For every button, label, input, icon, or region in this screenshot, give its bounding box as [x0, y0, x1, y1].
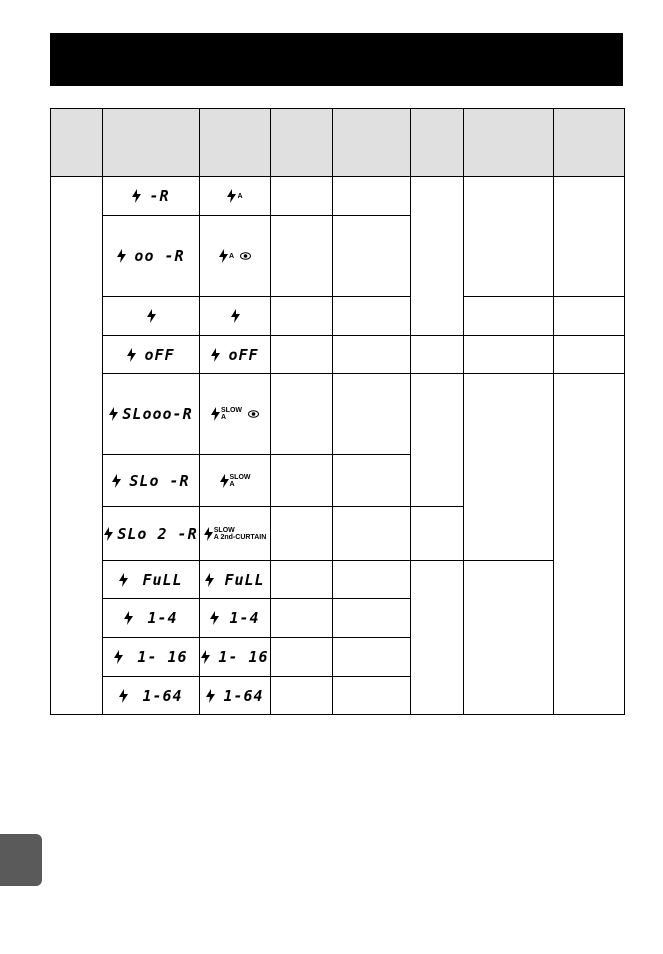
lcd-cell: [103, 677, 199, 714]
lcd-cell: [103, 638, 199, 676]
monitor-icon-cell: [200, 507, 270, 560]
row-divider: [410, 560, 463, 561]
flash-bolt-icon: [204, 527, 213, 541]
lcd-display-text: oo -R: [134, 247, 185, 265]
flash-bolt-icon: [206, 689, 215, 703]
flash-bolt-icon: [205, 573, 214, 587]
monitor-icon-cell: [200, 677, 270, 714]
flash-bolt-icon: [147, 309, 156, 323]
monitor-icon-cell: [200, 336, 270, 373]
monitor-display-text: oFF: [228, 345, 259, 364]
lcd-cell: [103, 561, 199, 598]
col-divider: [410, 109, 411, 714]
slow-sync-redeye-icon: SLOW A: [211, 407, 259, 421]
flash-mode-table: [50, 108, 625, 715]
monitor-icon-cell: [200, 177, 270, 215]
flash-bolt-icon: [109, 407, 118, 421]
col-divider: [463, 109, 464, 714]
lcd-display-text: SLo 2 -R: [117, 524, 198, 543]
flash-auto-redeye-icon: A: [219, 249, 251, 263]
flash-bolt-icon: [219, 249, 228, 263]
flash-auto-icon: A: [227, 189, 242, 203]
slow-sync-icon: SLOW A: [220, 474, 251, 488]
monitor-display-text: 1- 16: [218, 648, 269, 666]
lcd-cell: [103, 216, 199, 296]
lcd-cell: [103, 177, 199, 215]
lcd-display-text: SLooo-R: [122, 405, 193, 423]
flash-bolt-icon: [132, 189, 141, 203]
monitor-icon-cell: [200, 455, 270, 506]
lcd-display-text: 1-64: [142, 686, 183, 705]
monitor-icon-cell: [200, 297, 270, 335]
chapter-side-tab: [0, 834, 42, 886]
monitor-display-text: 1-4: [229, 609, 260, 627]
monitor-icon-cell: [200, 561, 270, 598]
row-divider: [553, 335, 624, 336]
slow-sync-2nd-curtain-icon: SLOW A 2nd-CURTAIN: [204, 527, 267, 541]
row-divider: [553, 296, 624, 297]
monitor-icon-cell: [200, 216, 270, 296]
flash-bolt-icon: [114, 650, 123, 664]
flash-bolt-icon: [210, 611, 219, 625]
row-divider: [463, 373, 553, 374]
col-divider: [332, 109, 333, 714]
flash-bolt-icon: [112, 474, 121, 488]
monitor-display-text: FuLL: [224, 570, 265, 589]
flash-bolt-icon: [117, 249, 126, 263]
row-divider: [553, 373, 624, 374]
flash-bolt-icon: [119, 689, 128, 703]
row-divider: [463, 560, 553, 561]
lcd-display-text: -R: [149, 187, 170, 205]
flash-bolt-icon: [211, 348, 220, 362]
flash-bolt-icon: [201, 650, 210, 664]
lcd-cell: [103, 455, 199, 506]
lcd-display-text: 1-4: [147, 609, 178, 627]
row-divider: [410, 335, 463, 336]
lcd-cell: [103, 336, 199, 373]
col-divider: [553, 109, 554, 714]
lcd-display-text: SLo -R: [129, 471, 190, 490]
lcd-display-text: oFF: [144, 345, 175, 364]
monitor-icon-cell: [200, 374, 270, 454]
lcd-cell: [103, 599, 199, 637]
red-eye-icon: [240, 252, 251, 260]
flash-bolt-icon: [220, 474, 229, 488]
flash-bolt-icon: [227, 189, 236, 203]
flash-fill-in-icon: [231, 309, 240, 323]
row-divider: [410, 506, 463, 507]
flash-bolt-icon: [211, 407, 220, 421]
lcd-cell: [103, 374, 199, 454]
section-header-bar: [50, 33, 623, 86]
flash-bolt-icon: [119, 573, 128, 587]
lcd-cell: [103, 297, 199, 335]
lcd-display-text: 1- 16: [137, 648, 188, 666]
flash-bolt-icon: [124, 611, 133, 625]
red-eye-icon: [248, 410, 259, 418]
table-header-row: [51, 109, 624, 177]
monitor-icon-cell: [200, 599, 270, 637]
flash-bolt-icon: [127, 348, 136, 362]
row-divider: [463, 335, 553, 336]
row-divider: [410, 373, 463, 374]
flash-bolt-icon: [104, 527, 113, 541]
row-divider: [463, 296, 553, 297]
col-divider: [270, 109, 271, 714]
monitor-icon-cell: [200, 638, 270, 676]
lcd-display-text: FuLL: [142, 570, 183, 589]
monitor-display-text: 1-64: [223, 686, 264, 705]
lcd-cell: [103, 507, 199, 560]
